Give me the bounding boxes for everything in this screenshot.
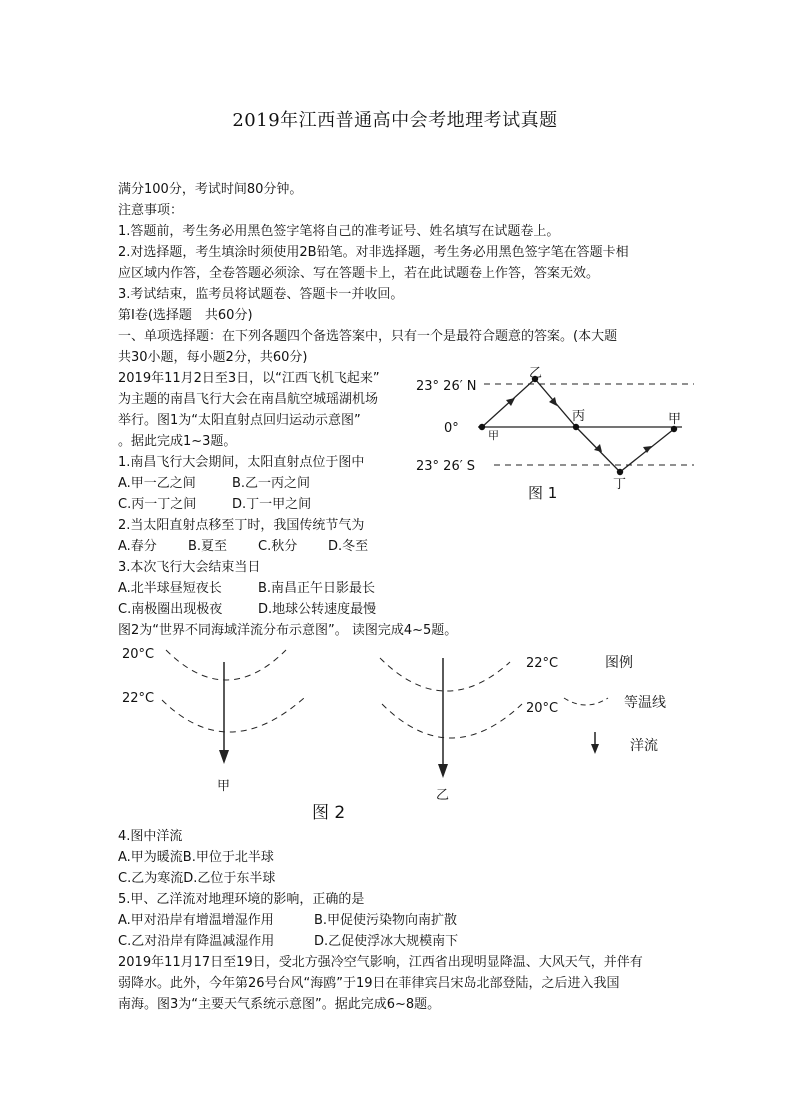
passage-3-line: 南海。图3为“主要天气系统示意图”。据此完成6~8题。 (118, 997, 441, 1012)
label-current-yi: 乙 (436, 788, 450, 803)
notice-item-3: 3.考试结束，监考员将试题卷、答题卡一并收回。 (118, 287, 404, 302)
passage-1-line: 2019年11月2日至3日，以“江西飞机飞起来” (118, 371, 380, 386)
question-4-options-row-1: A.甲为暖流B.甲位于北半球 (118, 850, 274, 865)
passage-1-line: 为主题的南昌飞行大会在南昌航空城瑶湖机场 (118, 392, 379, 407)
arrow-icon (549, 397, 557, 406)
question-2-stem: 2.当太阳直射点移至丁时，我国传统节气为 (118, 518, 365, 533)
legend-isotherm-label: 等温线 (624, 695, 666, 711)
page-title: 2019年江西普通高中会考地理考试真题 (232, 110, 558, 131)
question-5-options-row-2 (118, 933, 458, 951)
figure-2-diagram (118, 640, 690, 826)
point-ding (617, 469, 623, 475)
option-b: B.甲促使污染物向南扩散 (314, 913, 458, 928)
question-5-stem: 5.甲、乙洋流对地理环境的影响，正确的是 (118, 892, 365, 907)
option-c: C.南极圈出现极夜 (118, 602, 223, 617)
passage-1-line: 举行。图1为“太阳直射点回归运动示意图” (118, 413, 361, 428)
section-instructions: 一、单项选择题：在下列各题四个备选答案中，只有一个是最符合题意的答案。(本大题 (118, 329, 618, 344)
label-left-top-temp: 20°C (122, 647, 155, 662)
question-3-options-row-1 (118, 580, 375, 598)
section-instructions-cont: 共30小题，每小题2分，共60分) (118, 350, 308, 365)
arrow-icon (219, 750, 229, 764)
figure-2-caption: 图 2 (312, 803, 346, 823)
arrow-icon (438, 764, 448, 778)
option-a: A.甲一乙之间 (118, 476, 196, 491)
arrow-icon (594, 444, 602, 452)
question-1-stem: 1.南昌飞行大会期间，太阳直射点位于图中 (118, 455, 365, 470)
option-d: D.丁一甲之间 (232, 497, 312, 512)
option-d: D.乙促使浮冰大规模南下 (314, 934, 459, 949)
passage-3-line: 2019年11月17日至19日，受北方强冷空气影响，江西省出现明显降温、大风天气，并伴有 (118, 955, 643, 970)
legend-isotherm-sample (564, 698, 608, 705)
figure-1-diagram (410, 364, 700, 504)
point-bing (573, 424, 579, 430)
question-4-stem: 4.图中洋流 (118, 829, 183, 844)
isotherm-line (162, 698, 304, 732)
option-b: B.南昌正午日影最长 (258, 581, 376, 596)
isotherm-line (382, 704, 522, 738)
legend-title: 图例 (605, 655, 633, 671)
label-lat-zero: 0° (444, 421, 459, 436)
option-b: B.乙一丙之间 (232, 476, 311, 491)
label-left-bottom-temp: 22°C (122, 691, 155, 706)
question-2-options (118, 538, 368, 556)
label-jia-left: 甲 (488, 429, 499, 442)
label-yi: 乙 (529, 366, 543, 381)
point-jia-left (479, 424, 485, 430)
passage-1-line: 。据此完成1~3题。 (118, 434, 237, 449)
label-lat-north: 23° 26′ N (416, 379, 477, 394)
notice-item-2-cont: 应区域内作答，全卷答题必须涂、写在答题卡上，若在此试题卷上作答，答案无效。 (118, 266, 600, 281)
option-a: A.北半球昼短夜长 (118, 581, 222, 596)
question-3-options-row-2 (118, 601, 376, 619)
label-current-jia: 甲 (217, 779, 231, 794)
section-heading: 第Ⅰ卷(选择题 共60分) (118, 308, 253, 323)
figure-1-caption: 图 1 (528, 484, 558, 502)
option-c: C.秋分 (258, 539, 298, 554)
exam-score-time: 满分100分，考试时间80分钟。 (118, 182, 303, 197)
question-1-options-row-1 (118, 475, 310, 493)
option-c: C.乙对沿岸有降温减湿作用 (118, 934, 275, 949)
label-bing: 丙 (572, 409, 586, 424)
arrow-icon (591, 744, 599, 754)
label-lat-south: 23° 26′ S (416, 459, 476, 474)
notice-item-2: 2.对选择题，考生填涂时须使用2B铅笔。对非选择题，考生务必用黑色签字笔在答题卡相 (118, 245, 629, 260)
notice-item-1: 1.答题前，考生务必用黑色签字笔将自己的准考证号、姓名填写在试题卷上。 (118, 224, 560, 239)
label-right-top-temp: 22°C (526, 656, 559, 671)
option-d: D.地球公转速度最慢 (258, 602, 377, 617)
option-b: B.夏至 (188, 539, 228, 554)
question-3-stem: 3.本次飞行大会结束当日 (118, 560, 261, 575)
label-jia-right: 甲 (668, 412, 682, 427)
isotherm-line (380, 658, 510, 691)
question-5-options-row-1 (118, 912, 457, 930)
passage-2: 图2为“世界不同海域洋流分布示意图”。 读图完成4~5题。 (118, 623, 458, 638)
option-a: A.甲对沿岸有增温增湿作用 (118, 913, 274, 928)
option-c: C.丙一丁之间 (118, 497, 197, 512)
legend-current-label: 洋流 (630, 738, 658, 754)
label-ding: 丁 (613, 477, 627, 492)
option-a: A.春分 (118, 539, 157, 554)
isotherm-line (166, 650, 286, 680)
option-d: D.冬至 (328, 539, 369, 554)
question-4-options-row-2: C.乙为寒流D.乙位于东半球 (118, 871, 276, 886)
passage-3-line: 弱降水。此外，今年第26号台风“海鸥”于19日在菲律宾吕宋岛北部登陆，之后进入我国 (118, 976, 620, 991)
label-right-bottom-temp: 20°C (526, 701, 559, 716)
question-1-options-row-2 (118, 496, 311, 514)
notice-heading: 注意事项： (118, 203, 184, 218)
